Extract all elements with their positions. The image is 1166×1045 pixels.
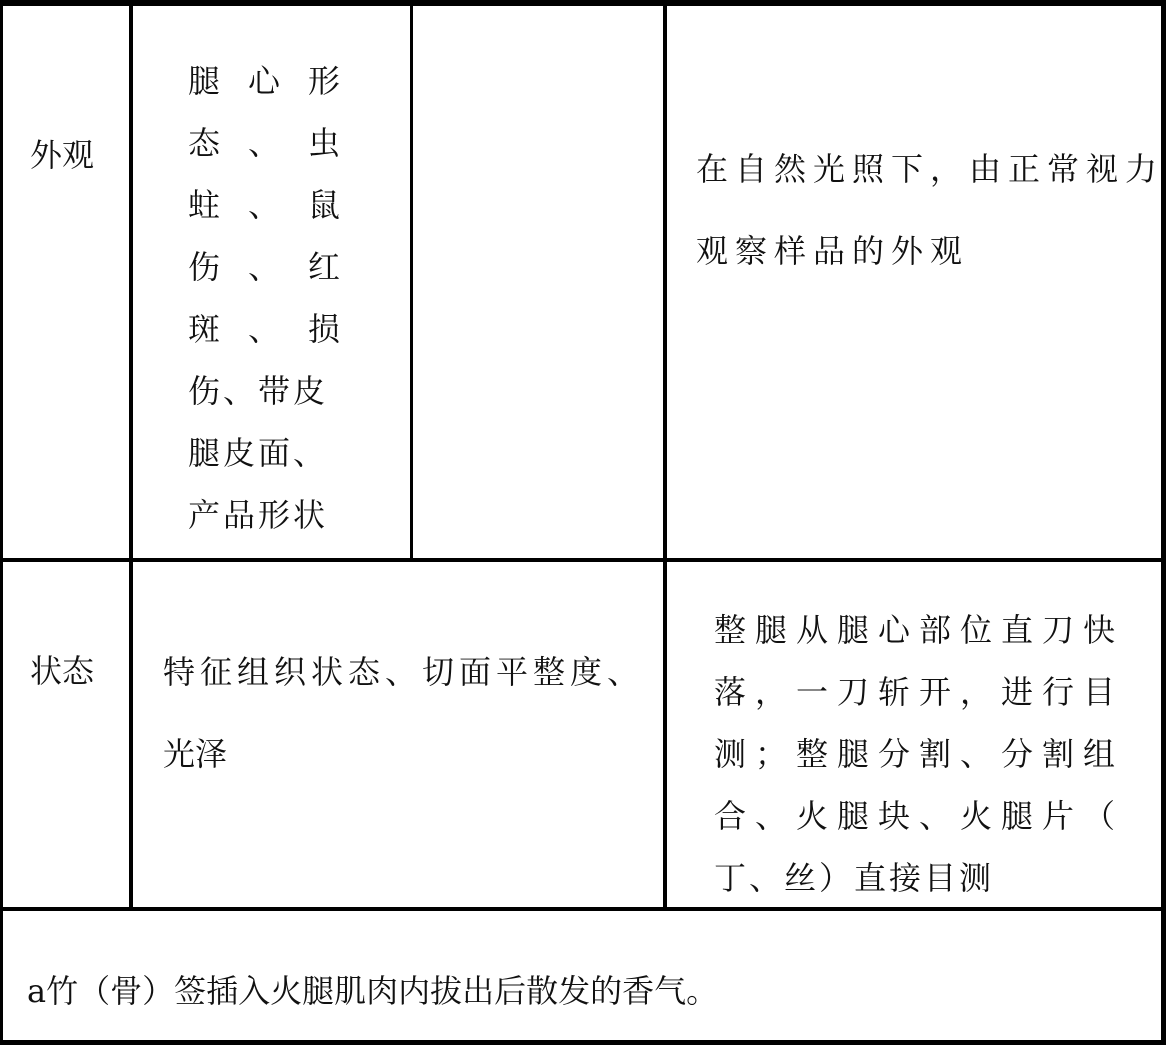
requirement-line: 伤 、 红 (188, 248, 340, 286)
requirement-line: 光泽 (163, 735, 228, 773)
item-label: 状态 (30, 652, 95, 690)
footnote-body: 竹（骨）签插入火腿肌肉内拔出后散发的香气。 (46, 972, 719, 1010)
method-line: 合、火腿块、火腿片（ (714, 797, 1125, 835)
requirement-line: 斑 、 损 (188, 310, 340, 348)
item-label: 外观 (30, 136, 95, 174)
method-line: 测；整腿分割、分割组 (714, 735, 1125, 773)
method-line: 整腿从腿心部位直刀快 (714, 611, 1125, 649)
requirement-line: 态 、 虫 (188, 124, 340, 162)
method-cell (696, 128, 1164, 292)
requirement-line: 特征组织状态、切面平整度、 (163, 653, 645, 691)
table-left-border (0, 0, 3, 1045)
method-line: 丁、丝）直接目测 (714, 859, 995, 897)
requirement-cell (188, 50, 340, 546)
requirement-line: 蛀 、 鼠 (188, 186, 340, 224)
footnote-text (27, 966, 718, 1016)
method-cell (714, 599, 1124, 909)
footnote-marker: a (27, 972, 47, 1010)
column-divider-3 (663, 0, 667, 911)
requirement-cell (163, 631, 644, 795)
method-line: 观察样品的外观 (696, 232, 970, 270)
table-bottom-border (0, 1040, 1166, 1045)
requirement-line: 产品形状 (188, 496, 329, 534)
row-divider-1 (0, 558, 1166, 562)
requirement-line: 腿 心 形 (188, 62, 340, 100)
method-line: 落，一刀斩开，进行目 (714, 673, 1125, 711)
requirement-line: 伤、带皮 (188, 372, 329, 410)
method-line: 在自然光照下，由正常视力 (696, 150, 1165, 188)
requirement-line: 腿皮面、 (188, 434, 329, 472)
blank-cell (413, 6, 663, 558)
column-divider-1 (129, 0, 133, 911)
